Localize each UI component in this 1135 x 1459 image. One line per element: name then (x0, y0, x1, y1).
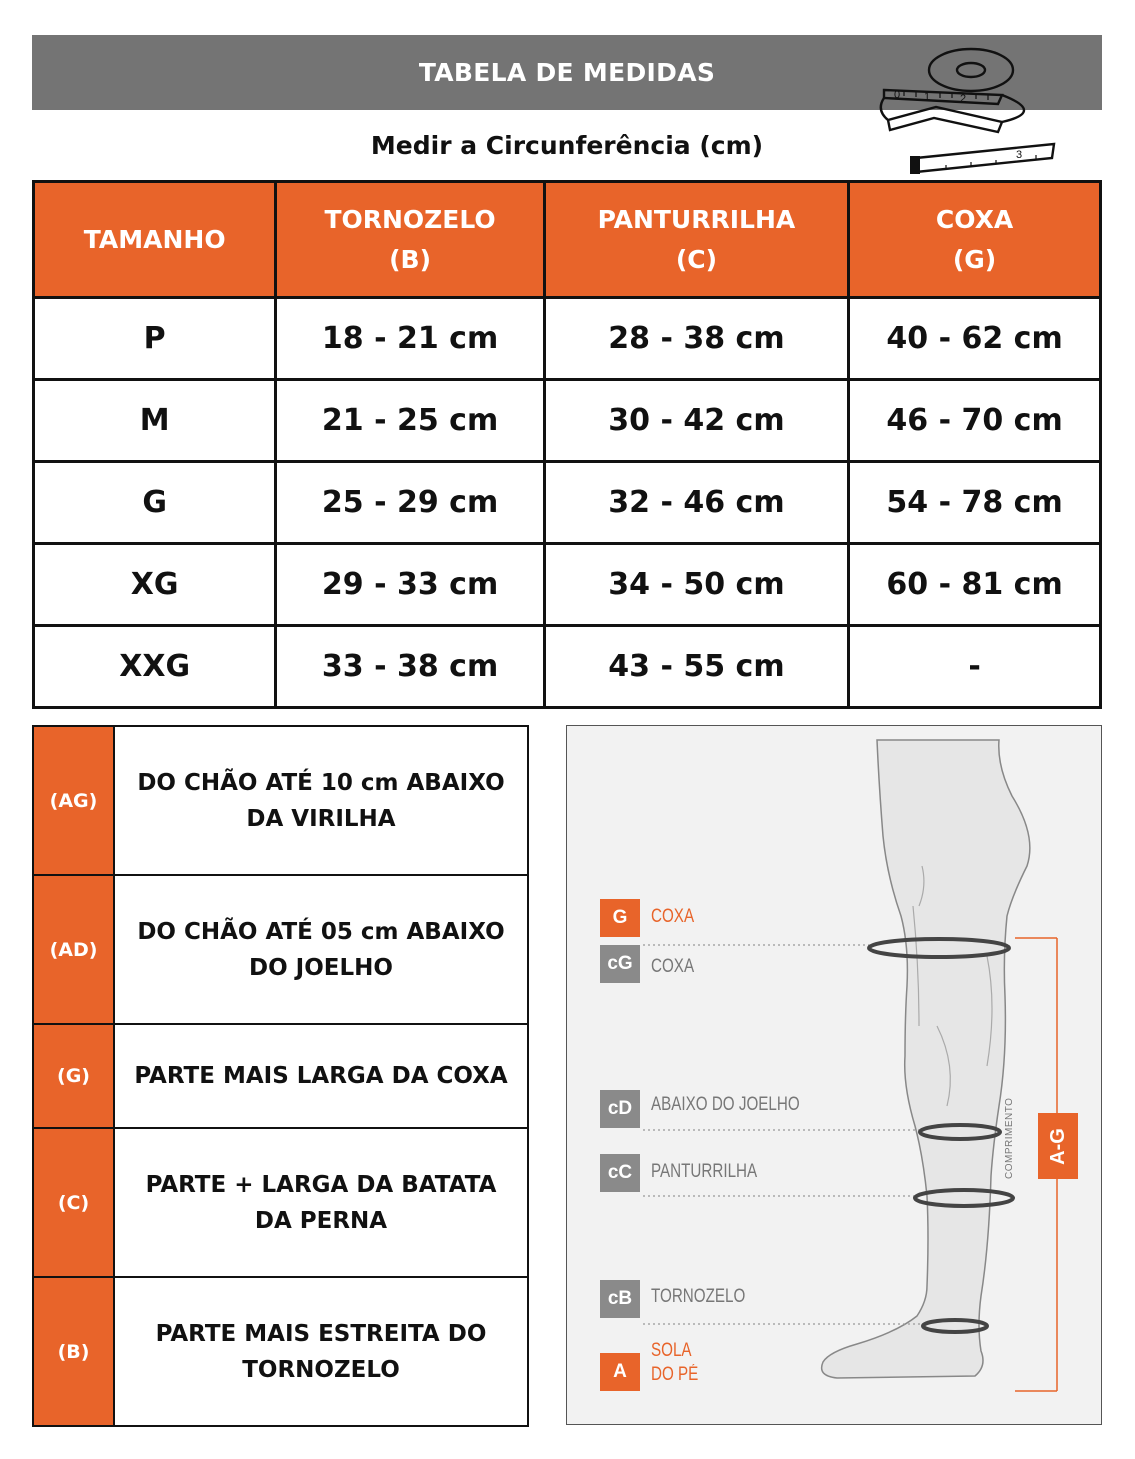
size-cell: M (34, 380, 276, 462)
definition-code: (AG) (33, 726, 114, 875)
thigh-cell: 40 - 62 cm (849, 298, 1101, 380)
page-subtitle: Medir a Circunferência (cm) (370, 131, 764, 160)
definition-code: (B) (33, 1277, 114, 1426)
calf-cell: 34 - 50 cm (544, 544, 848, 626)
definition-code: (G) (33, 1024, 114, 1128)
definition-row (33, 726, 528, 875)
marker-cb-badge: cB (600, 1280, 640, 1318)
ankle-cell: 18 - 21 cm (276, 298, 544, 380)
marker-cc-label: PANTURRILHA (651, 1161, 758, 1182)
marker-g-label: COXA (651, 906, 695, 927)
marker-a-label: SOLA (651, 1340, 692, 1361)
leg-illustration (567, 726, 1102, 1425)
thigh-cell: 60 - 81 cm (849, 544, 1101, 626)
tape-number-1: 1 (924, 91, 931, 103)
marker-cg-badge: cG (600, 945, 640, 983)
tape-number-0: 0 (894, 89, 901, 101)
definition-row (33, 1024, 528, 1128)
size-table-header (34, 182, 1101, 298)
size-cell: XXG (34, 626, 276, 708)
marker-cc-badge: cC (600, 1154, 640, 1192)
thigh-cell: 46 - 70 cm (849, 380, 1101, 462)
calf-cell: 30 - 42 cm (544, 380, 848, 462)
marker-cd-label: ABAIXO DO JOELHO (651, 1094, 800, 1115)
definition-row (33, 875, 528, 1024)
definition-text: PARTE + LARGA DA BATATA DA PERNA (114, 1128, 528, 1277)
marker-g-badge: G (600, 899, 640, 937)
marker-cb-label: TORNOZELO (651, 1286, 746, 1307)
marker-a-badge: A (600, 1353, 640, 1391)
definition-code: (C) (33, 1128, 114, 1277)
table-row (34, 626, 1101, 708)
size-cell: P (34, 298, 276, 380)
definition-code: (AD) (33, 875, 114, 1024)
ankle-cell: 33 - 38 cm (276, 626, 544, 708)
table-row (34, 544, 1101, 626)
definition-text: DO CHÃO ATÉ 05 cm ABAIXO DO JOELHO (114, 875, 528, 1024)
definition-text: PARTE MAIS LARGA DA COXA (114, 1024, 528, 1128)
range-badge: A-G (1038, 1113, 1078, 1179)
calf-cell: 28 - 38 cm (544, 298, 848, 380)
header-tamanho: TAMANHO (34, 182, 276, 298)
size-cell: XG (34, 544, 276, 626)
definition-text: DO CHÃO ATÉ 10 cm ABAIXO DA VIRILHA (114, 726, 528, 875)
ankle-cell: 25 - 29 cm (276, 462, 544, 544)
definitions-table (32, 725, 529, 1427)
range-label: COMPRIMENTO (1004, 1097, 1015, 1179)
thigh-cell: 54 - 78 cm (849, 462, 1101, 544)
leg-diagram (566, 725, 1102, 1425)
size-table (32, 180, 1102, 709)
marker-a-label-2: DO PÉ (651, 1364, 699, 1385)
size-cell: G (34, 462, 276, 544)
tape-number-2: 2 (960, 93, 967, 105)
marker-cg-label: COXA (651, 956, 695, 977)
header-coxa: COXA (G) (849, 182, 1101, 298)
definition-row (33, 1277, 528, 1426)
definition-row (33, 1128, 528, 1277)
calf-cell: 32 - 46 cm (544, 462, 848, 544)
header-tornozelo: TORNOZELO (B) (276, 182, 544, 298)
calf-cell: 43 - 55 cm (544, 626, 848, 708)
table-row (34, 462, 1101, 544)
header-panturrilha: PANTURRILHA (C) (544, 182, 848, 298)
definition-text: PARTE MAIS ESTREITA DO TORNOZELO (114, 1277, 528, 1426)
table-row (34, 380, 1101, 462)
ankle-cell: 21 - 25 cm (276, 380, 544, 462)
page-title: TABELA DE MEDIDAS (418, 58, 716, 87)
table-row (34, 298, 1101, 380)
thigh-cell: - (849, 626, 1101, 708)
marker-cd-badge: cD (600, 1090, 640, 1128)
ankle-cell: 29 - 33 cm (276, 544, 544, 626)
tape-number-3: 3 (1016, 149, 1023, 161)
